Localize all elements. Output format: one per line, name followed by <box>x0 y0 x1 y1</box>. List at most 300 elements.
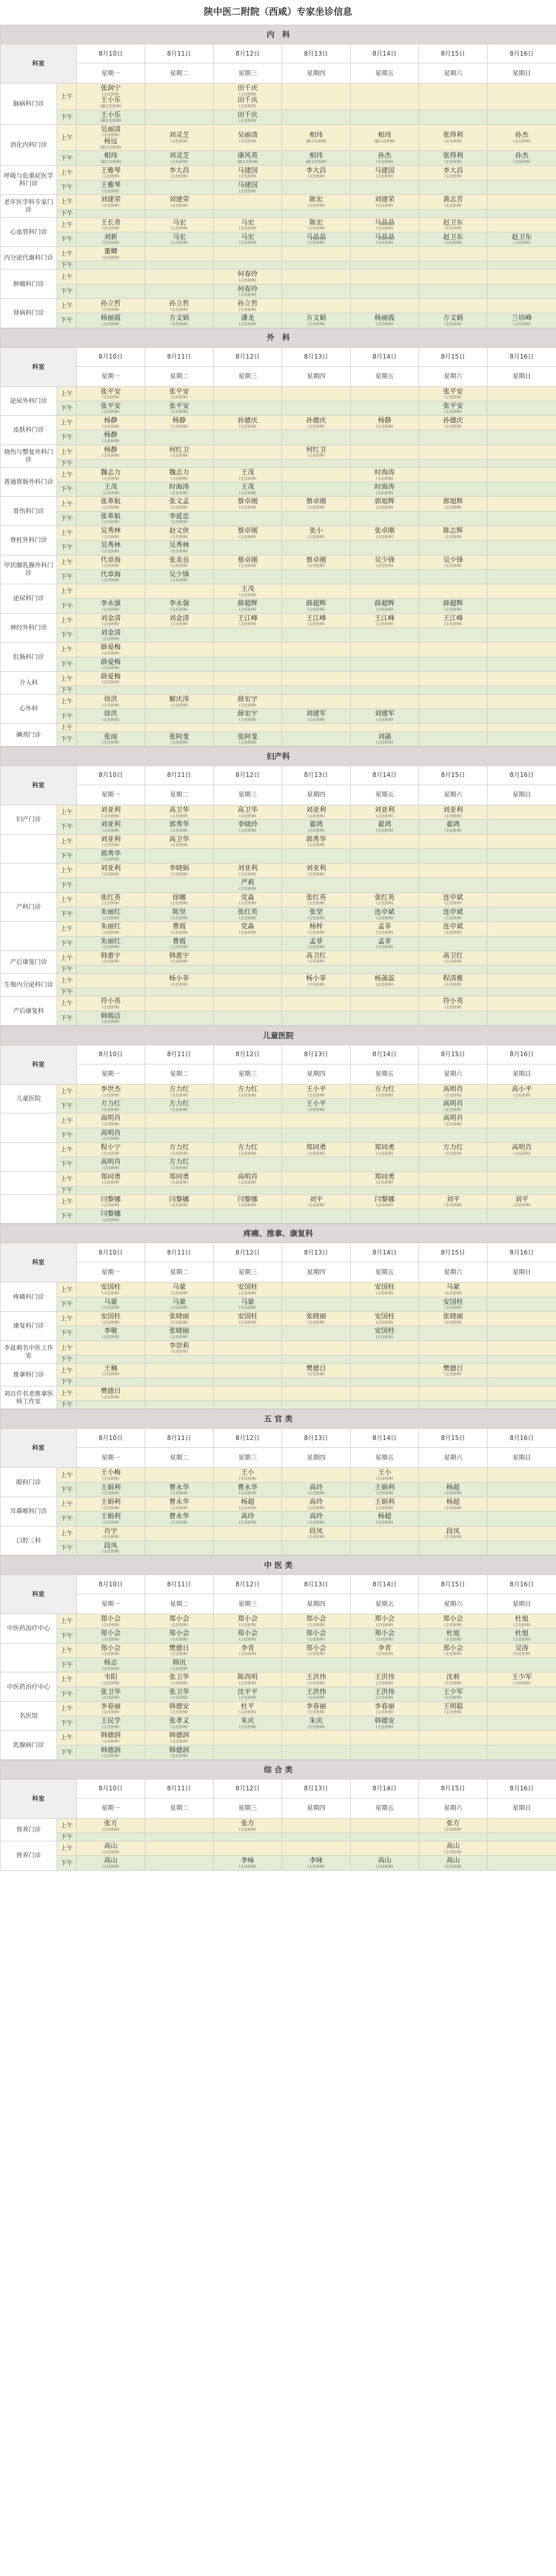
doctor-name: 张革航 <box>100 512 121 520</box>
doctor-name: 杨超 <box>240 1498 254 1506</box>
doctor-name: 赵卫东 <box>512 233 532 241</box>
doctor-name: 高小平 <box>512 1085 532 1093</box>
dept-name: 烧伤与整复外科门诊 <box>1 445 57 467</box>
schedule-cell <box>282 569 351 584</box>
doctor-name: 杨超 <box>377 1513 391 1521</box>
schedule-cell <box>488 416 556 430</box>
schedule-row-pm <box>1 628 556 642</box>
doctor-title: (主任医师) <box>102 718 119 722</box>
doctor-name: 陈尚明 <box>237 1673 258 1682</box>
schedule-cell <box>214 209 282 217</box>
schedule-cell <box>488 849 556 863</box>
schedule-cell <box>77 599 145 613</box>
schedule-cell <box>77 313 145 328</box>
am-label: 上午 <box>57 195 77 209</box>
schedule-cell <box>77 974 145 988</box>
schedule-cell <box>77 459 145 467</box>
doctor-name: 蔡卓刚 <box>237 498 258 506</box>
am-label: 上午 <box>57 217 77 232</box>
doctor-name: 刘建荣 <box>100 196 121 204</box>
doctor-title: (主任医师) <box>239 740 256 745</box>
doctor-name: 李咏 <box>240 1857 254 1865</box>
doctor-title: (主任医师) <box>102 490 119 495</box>
weekday-cell: 星期三 <box>214 1798 282 1818</box>
schedule-cell <box>488 1468 556 1482</box>
schedule-cell <box>351 965 419 974</box>
doctor-name: 刘亚利 <box>443 806 463 814</box>
schedule-cell <box>214 732 282 746</box>
doctor-name: 孙杰 <box>515 152 529 160</box>
schedule-cell <box>282 1341 351 1355</box>
dept-name: 甲状腺乳腺外科门诊 <box>1 555 57 584</box>
schedule-cell <box>77 569 145 584</box>
weekday-cell: 星期五 <box>351 366 419 386</box>
schedule-cell <box>351 1209 419 1224</box>
doctor-name: 朱丽红 <box>100 937 121 945</box>
doctor-title: (主任医师) <box>307 1320 325 1325</box>
doctor-name: 连亭斌 <box>374 908 395 916</box>
page-title: 陕中医二附院（西咸）专家坐诊信息 <box>0 0 556 25</box>
schedule-cell <box>351 723 419 732</box>
doctor-title: (主任医师) <box>102 410 119 414</box>
schedule-cell <box>282 1128 351 1142</box>
schedule-cell <box>419 180 488 194</box>
schedule-cell <box>145 996 214 1011</box>
doctor-name: 李咏 <box>309 1857 323 1865</box>
schedule-cell <box>214 180 282 194</box>
schedule-cell <box>419 467 488 482</box>
doctor-name: 孙杰 <box>377 152 391 160</box>
doctor-name: 杨静 <box>377 417 391 425</box>
doctor-name: 王小平 <box>306 1100 326 1108</box>
doctor-title: (主任医师) <box>376 490 393 495</box>
doctor-name: 王洪伟 <box>374 1688 395 1696</box>
doctor-name: 刘亚利 <box>306 865 326 873</box>
doctor-name: 韩德润 <box>100 1746 121 1754</box>
doctor-name: 曹霞 <box>172 937 186 945</box>
doctor-name: 李春丽 <box>100 1702 121 1710</box>
schedule-cell <box>488 526 556 540</box>
date-cell: 8月11日 <box>145 766 214 785</box>
doctor-name: 董卿 <box>103 248 117 256</box>
doctor-name: 翟鸿 <box>377 821 391 829</box>
weekday-cell: 星期二 <box>145 1262 214 1282</box>
pm-label: 下午 <box>57 1011 77 1025</box>
doctor-title: (副主任医师) <box>237 160 258 164</box>
schedule-row-am <box>1 165 556 180</box>
am-label: 上午 <box>57 165 77 180</box>
schedule-cell <box>282 232 351 246</box>
doctor-title: (主任医师) <box>444 959 462 964</box>
schedule-cell <box>488 298 556 313</box>
doctor-title: (主任医师) <box>444 505 462 510</box>
pm-label: 下午 <box>57 628 77 642</box>
doctor-name: 吴丽清 <box>237 131 258 140</box>
schedule-cell <box>488 1326 556 1341</box>
schedule-cell <box>282 834 351 849</box>
schedule-cell <box>77 232 145 246</box>
doctor-name: 杨丽霞 <box>374 314 395 323</box>
doctor-name: 郑小会 <box>100 1644 121 1652</box>
schedule-cell <box>351 974 419 988</box>
doctor-name: 马蒙 <box>172 1283 186 1292</box>
schedule-cell <box>214 467 282 482</box>
schedule-cell <box>77 430 145 445</box>
schedule-cell <box>488 1497 556 1511</box>
weekday-cell: 星期五 <box>351 1594 419 1614</box>
doctor-title: (主任医师) <box>444 1372 462 1377</box>
am-label: 上午 <box>57 892 77 907</box>
schedule-cell <box>214 1841 282 1856</box>
schedule-cell <box>214 922 282 936</box>
schedule-cell <box>145 1657 214 1672</box>
pm-label: 下午 <box>57 1745 77 1759</box>
schedule-cell <box>488 165 556 180</box>
schedule-cell <box>282 445 351 459</box>
pm-label: 下午 <box>57 511 77 526</box>
schedule-cell <box>351 1194 419 1209</box>
weekday-cell: 星期四 <box>282 366 351 386</box>
schedule-row-pm <box>1 965 556 974</box>
date-cell: 8月11日 <box>145 1243 214 1262</box>
pm-label: 下午 <box>57 313 77 328</box>
pm-label: 下午 <box>57 686 77 694</box>
am-label: 上午 <box>57 83 77 110</box>
doctor-title: (主任医师) <box>307 226 325 231</box>
schedule-cell <box>77 709 145 723</box>
doctor-title: (主任医师) <box>102 578 119 583</box>
schedule-cell <box>488 965 556 974</box>
doctor-title: (主任医师) <box>307 1535 325 1539</box>
am-label: 上午 <box>57 1468 77 1482</box>
schedule-cell <box>145 459 214 467</box>
schedule-cell <box>488 124 556 151</box>
doctor-name: 朱庆 <box>240 1717 254 1725</box>
schedule-cell <box>77 124 145 151</box>
doctor-name: 马宏 <box>172 233 186 241</box>
weekday-row <box>1 1798 556 1818</box>
weekday-cell: 星期一 <box>77 1064 145 1084</box>
schedule-cell <box>351 1011 419 1025</box>
schedule-cell <box>214 1833 282 1841</box>
schedule-cell <box>214 805 282 819</box>
schedule-row-pm <box>1 1512 556 1526</box>
date-cell: 8月10日 <box>77 1429 145 1448</box>
schedule-cell <box>419 694 488 709</box>
doctor-title: (主任医师) <box>102 1372 119 1377</box>
doctor-title: (主任医师) <box>102 1180 119 1185</box>
weekday-cell: 星期四 <box>282 1262 351 1282</box>
schedule-cell <box>419 1731 488 1745</box>
doctor-title: (主任医师) <box>102 1320 119 1325</box>
doctor-title: (主任医师) <box>444 174 462 179</box>
doctor-name: 张革航 <box>100 498 121 506</box>
schedule-row-am <box>1 951 556 965</box>
schedule-cell <box>351 1312 419 1326</box>
schedule-cell <box>488 569 556 584</box>
schedule-cell <box>282 482 351 497</box>
dept-header: 科室 <box>1 1243 77 1282</box>
schedule-cell <box>282 180 351 194</box>
schedule-cell <box>419 195 488 209</box>
doctor-title: (主任医师) <box>307 959 325 964</box>
doctor-name: 赵卫东 <box>443 233 463 241</box>
schedule-row-pm <box>1 180 556 194</box>
schedule-cell <box>351 1614 419 1629</box>
schedule-cell <box>419 1818 488 1833</box>
schedule-cell <box>419 209 488 217</box>
doctor-name: 段凤 <box>446 1527 460 1535</box>
schedule-cell <box>351 1128 419 1142</box>
doctor-name: 翟鸿 <box>446 821 460 829</box>
schedule-cell <box>145 1312 214 1326</box>
schedule-cell <box>145 83 214 110</box>
schedule-cell <box>351 1818 419 1833</box>
dept-name: 推拿科门诊 <box>1 1363 57 1386</box>
schedule-cell <box>282 1282 351 1297</box>
doctor-name: 王小 <box>240 1469 254 1477</box>
doctor-name: 党淼 <box>240 893 254 902</box>
schedule-cell <box>351 1643 419 1657</box>
doctor-name: 刘亚利 <box>237 865 258 873</box>
doctor-name: 薛爱梅 <box>100 672 121 681</box>
doctor-title: (主任医师) <box>102 828 119 833</box>
doctor-name: 程清雅 <box>443 975 463 983</box>
doctor-title: (主任医师) <box>376 945 393 950</box>
doctor-name: 刘灵芝 <box>169 131 189 140</box>
doctor-name: 孟菲 <box>377 937 391 945</box>
doctor-name: 刘亚利 <box>306 806 326 814</box>
schedule-cell <box>282 497 351 511</box>
schedule-cell <box>77 497 145 511</box>
doctor-name: 张平安 <box>169 387 189 396</box>
doctor-title: (主任医师) <box>239 534 256 539</box>
schedule-cell <box>145 849 214 863</box>
weekday-cell: 星期日 <box>488 366 556 386</box>
date-cell: 8月12日 <box>214 44 282 63</box>
schedule-cell <box>488 694 556 709</box>
schedule-cell <box>419 1841 488 1856</box>
schedule-cell <box>488 996 556 1011</box>
doctor-name: 郑小会 <box>374 1615 395 1623</box>
doctor-title: (主任医师) <box>307 1505 325 1510</box>
doctor-name: 王洪伟 <box>374 1673 395 1682</box>
schedule-cell <box>488 1731 556 1745</box>
doctor-title: (主任医师) <box>102 1696 119 1700</box>
doctor-title: (主任医师) <box>239 1520 256 1524</box>
doctor-name: 方力红 <box>169 1085 189 1093</box>
schedule-cell <box>145 1113 214 1128</box>
pm-label: 下午 <box>57 284 77 298</box>
dept-name <box>1 1113 57 1143</box>
doctor-title: (主任医师) <box>444 1151 462 1156</box>
doctor-title: (主任医师) <box>239 886 256 891</box>
schedule-cell <box>282 878 351 892</box>
schedule-cell <box>145 1186 214 1194</box>
schedule-row-pm <box>1 1540 556 1555</box>
schedule-cell <box>145 1629 214 1643</box>
schedule-cell <box>77 1186 145 1194</box>
dept-name <box>1 1172 57 1194</box>
doctor-name: 高明肖 <box>100 1129 121 1137</box>
schedule-cell <box>214 1629 282 1643</box>
doctor-title: (主任医师) <box>307 872 325 876</box>
date-cell: 8月13日 <box>282 44 351 63</box>
schedule-cell <box>419 416 488 430</box>
schedule-cell <box>77 1011 145 1025</box>
pm-label: 下午 <box>57 709 77 723</box>
doctor-name: 王娟利 <box>374 1483 395 1492</box>
date-cell: 8月14日 <box>351 1045 419 1064</box>
schedule-cell <box>419 671 488 686</box>
schedule-cell <box>351 1297 419 1311</box>
dept-name <box>1 863 57 893</box>
am-label: 上午 <box>57 1172 77 1186</box>
am-label: 上午 <box>57 584 77 599</box>
doctor-name: 朱丽红 <box>100 908 121 916</box>
doctor-name: 赵卫东 <box>443 218 463 227</box>
doctor-title: (主任医师) <box>376 1724 393 1729</box>
doctor-name: 何春玲 <box>237 270 258 279</box>
doctor-name: 高山 <box>103 1857 117 1865</box>
schedule-cell <box>145 1355 214 1363</box>
schedule-row-am <box>1 723 556 732</box>
dept-name: 碘剂门诊 <box>1 723 57 746</box>
date-cell: 8月16日 <box>488 766 556 785</box>
schedule-cell <box>282 1099 351 1113</box>
schedule-row-pm <box>1 261 556 269</box>
schedule-row-pm <box>1 313 556 328</box>
schedule-cell <box>214 974 282 988</box>
doctor-title: (主任医师) <box>239 1306 256 1310</box>
doctor-name: 王小乐 <box>100 111 121 119</box>
doctor-title: (主任医师) <box>376 564 393 568</box>
schedule-cell <box>351 951 419 965</box>
doctor-name: 李崇莉 <box>169 1342 189 1350</box>
doctor-name: 王茂 <box>240 468 254 477</box>
date-cell: 8月16日 <box>488 44 556 63</box>
doctor-name: 相玮 <box>103 152 117 160</box>
schedule-cell <box>145 1209 214 1224</box>
doctor-name: 李大昌 <box>306 166 326 175</box>
schedule-cell <box>351 1540 419 1555</box>
doctor-name: 方力红 <box>169 1144 189 1152</box>
doctor-title: (主任医师) <box>102 1203 119 1208</box>
doctor-title: (主任医师) <box>239 607 256 612</box>
doctor-name: 高玲 <box>309 1483 323 1492</box>
weekday-row <box>1 1594 556 1614</box>
doctor-name: 方文娟 <box>306 314 326 323</box>
schedule-row-am <box>1 1172 556 1186</box>
schedule-cell <box>488 83 556 110</box>
doctor-name: 程小宁 <box>100 1144 121 1152</box>
weekday-cell: 星期四 <box>282 785 351 805</box>
doctor-title: (主任医师) <box>513 1637 531 1641</box>
schedule-cell <box>282 936 351 951</box>
weekday-cell: 星期三 <box>214 63 282 83</box>
doctor-name: 刘平 <box>515 1195 529 1204</box>
schedule-cell <box>145 1672 214 1687</box>
doctor-title: (主任医师) <box>444 226 462 231</box>
doctor-title: (主任医师) <box>170 959 188 964</box>
doctor-name: 李永强 <box>169 600 189 608</box>
doctor-title: (主任医师) <box>444 1093 462 1097</box>
schedule-cell <box>282 1468 351 1482</box>
schedule-cell <box>214 1113 282 1128</box>
schedule-cell <box>145 1614 214 1629</box>
doctor-title: (主任医师) <box>307 1681 325 1685</box>
date-cell: 8月14日 <box>351 44 419 63</box>
schedule-cell <box>77 1672 145 1687</box>
schedule-cell <box>488 1540 556 1555</box>
schedule-cell <box>488 671 556 686</box>
schedule-cell <box>351 209 419 217</box>
schedule-cell <box>351 1716 419 1731</box>
doctor-title: (主任医师) <box>307 1203 325 1208</box>
schedule-row-am <box>1 1701 556 1716</box>
schedule-cell <box>214 686 282 694</box>
doctor-title: (主任医师) <box>170 1505 188 1510</box>
schedule-cell <box>145 657 214 671</box>
doctor-title: (主任医师) <box>376 718 393 722</box>
schedule-cell <box>145 467 214 482</box>
doctor-title: (主任医师) <box>102 189 119 193</box>
doctor-title: (主任医师) <box>170 814 188 818</box>
schedule-cell <box>488 1818 556 1833</box>
schedule-cell <box>145 261 214 269</box>
schedule-cell <box>351 686 419 694</box>
doctor-title: (主任医师) <box>102 1020 119 1024</box>
am-label: 上午 <box>57 497 77 511</box>
doctor-name: 黄志芳 <box>443 196 463 204</box>
doctor-title: (主任医师) <box>376 534 393 539</box>
doctor-title: (主任医师) <box>376 321 393 326</box>
doctor-name: 陈坚 <box>172 908 186 916</box>
dept-name: 产后康复科 <box>1 996 57 1026</box>
doctor-title: (主任医师) <box>513 1203 531 1208</box>
schedule-cell <box>351 694 419 709</box>
date-cell: 8月16日 <box>488 1575 556 1594</box>
am-label: 上午 <box>57 1818 77 1833</box>
schedule-cell <box>488 613 556 628</box>
weekday-cell: 星期一 <box>77 1798 145 1818</box>
dept-name: 泌尿科门诊 <box>1 584 57 614</box>
dept-name: 心血管科门诊 <box>1 217 57 247</box>
doctor-name: 安国柱 <box>374 1283 395 1292</box>
doctor-name: 张平安 <box>443 402 463 410</box>
pm-label: 下午 <box>57 401 77 415</box>
schedule-cell <box>419 217 488 232</box>
schedule-cell <box>282 1363 351 1378</box>
schedule-cell <box>77 996 145 1011</box>
schedule-row-pm <box>1 1099 556 1113</box>
doctor-title: (主任医师) <box>376 1652 393 1656</box>
schedule-cell <box>214 1378 282 1386</box>
schedule-cell <box>282 555 351 569</box>
am-label: 上午 <box>57 922 77 936</box>
doctor-title: (主任医师) <box>170 607 188 612</box>
schedule-cell <box>77 1716 145 1731</box>
schedule-cell <box>145 269 214 284</box>
schedule-cell <box>214 110 282 124</box>
doctor-title: (主任医师) <box>170 843 188 848</box>
pm-label: 下午 <box>57 1512 77 1526</box>
doctor-title: (主任医师) <box>444 1710 462 1715</box>
schedule-cell <box>419 459 488 467</box>
doctor-title: (主任医师) <box>102 520 119 524</box>
schedule-cell <box>214 386 282 401</box>
doctor-name: 王茂 <box>103 483 117 492</box>
